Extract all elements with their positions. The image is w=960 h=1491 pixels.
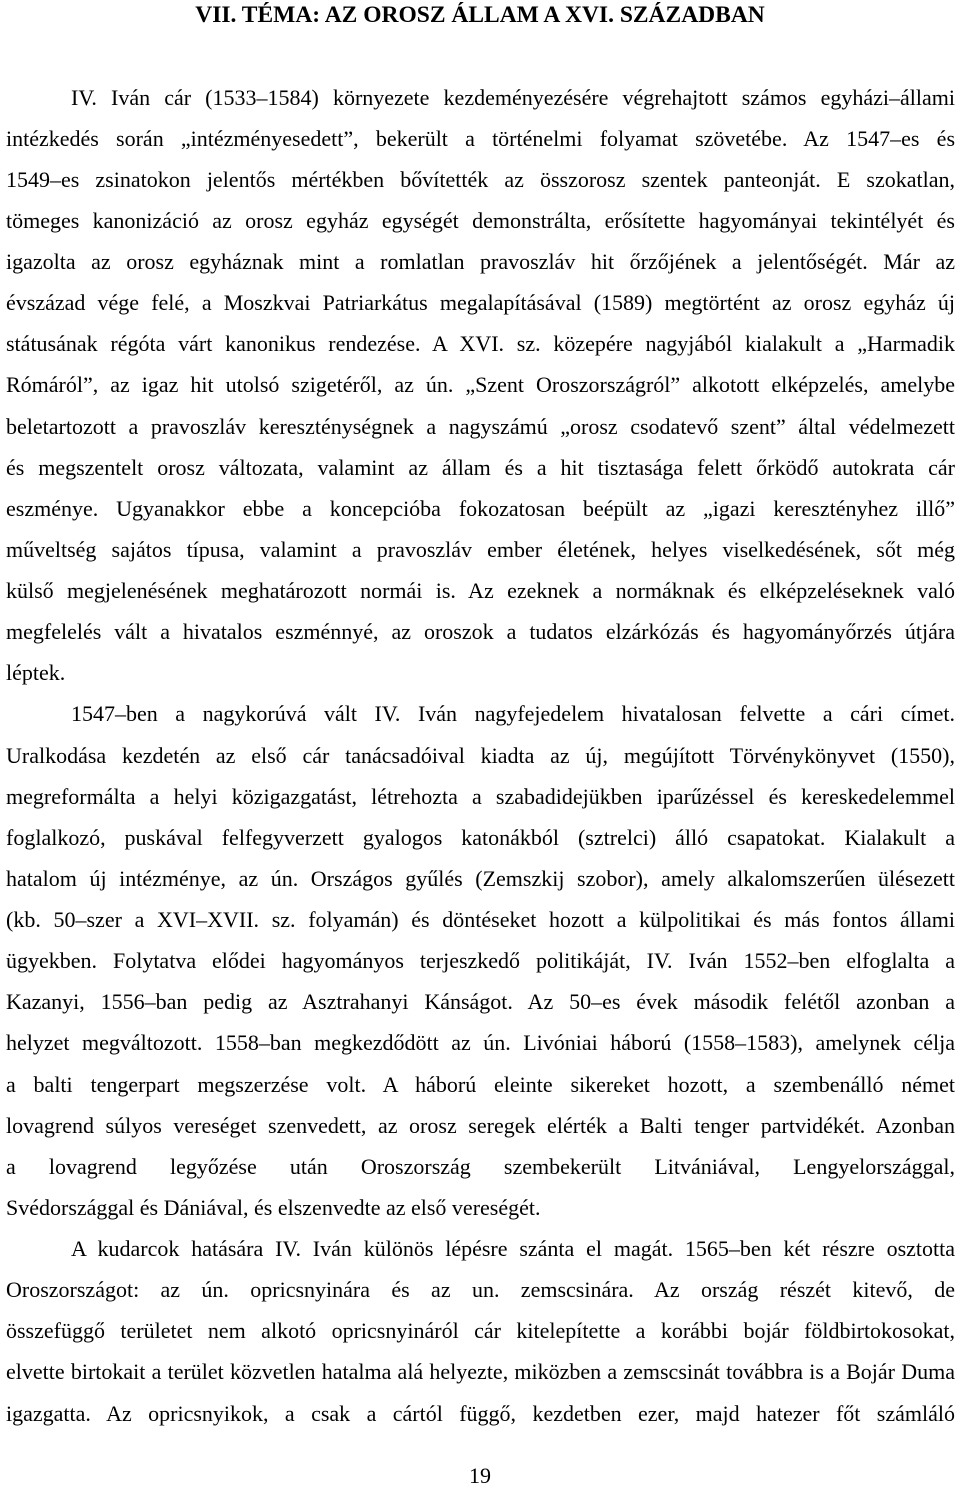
text-line: státusának régóta várt kanonikus rendezése. A XVI. sz. közepére nagyjából kialakult a „Harmadik — [6, 331, 955, 357]
text-line: 1547–ben a nagykorúvá vált IV. Iván nagyfejedelem hivatalosan felvette a cári címet. — [71, 701, 955, 727]
text-line: foglalkozó, puskával felfegyverzett gyalogos katonákból (sztrelci) álló csapatokat. Kialakult a — [6, 824, 955, 850]
text-line: eszménye. Ugyanakkor ebbe a koncepcióba fokozatosan beépült az „igazi keresztényhez illő” — [6, 495, 955, 521]
text-line: tömeges kanonizáció az orosz egyház egységét demonstrálta, erősítette hagyományai tekintélyét és — [6, 207, 955, 233]
body-text — [6, 77, 955, 1434]
text-line: hatalom új intézménye, az ún. Országos gyűlés (Zemszkij szobor), amely alkalomszerűen ülésezett — [6, 865, 955, 891]
text-line: A kudarcok hatására IV. Iván különös lépésre szánta el magát. 1565–ben két részre osztotta — [71, 1236, 955, 1261]
text-line: léptek. — [6, 660, 66, 686]
page-title: VII. TÉMA: AZ OROSZ ÁLLAM A XVI. SZÁZADBAN — [195, 2, 765, 28]
text-line: a lovagrend legyőzése után Oroszország szembekerült Litvániával, Lengyelországgal, — [6, 1153, 955, 1179]
paragraph-3 — [6, 1228, 955, 1434]
text-line: beletartozott a pravoszláv kereszténységnek a nagyszámú „orosz csodatevő szent” által védelmezett — [6, 413, 955, 439]
text-line: IV. Iván cár (1533–1584) környezete kezdeményezésére végrehajtott számos egyházi–állami — [71, 84, 955, 110]
text-line: intézkedés során „intézményesedett”, bekerült a történelmi folyamat szövetébe. Az 1547–es és — [6, 125, 955, 151]
text-line: évszázad vége felé, a Moszkvai Patriarkátus megalapításával (1589) megtörtént az orosz egyház új — [6, 290, 955, 316]
text-line: elvette birtokait a terület közvetlen hatalma alá helyezte, miközben a zemscsinát továbbra is a Bojár Duma — [6, 1359, 955, 1385]
text-line: igazgatta. Az opricsnyikok, a csak a cártól függő, kezdetben ezer, majd hatezer főt számláló — [6, 1400, 955, 1426]
text-line: megfelelés vált a hivatalos eszménnyé, az oroszok a tudatos elzárkózás és hagyományőrzés útjára — [6, 619, 955, 645]
paragraph-1 — [6, 77, 955, 694]
text-line: megreformálta a helyi közigazgatást, létrehozta a szabadidejükben iparűzéssel és kereskedelemmel — [6, 783, 955, 809]
text-line: igazolta az orosz egyháznak mint a romlatlan pravoszláv hit őrzőjének a jelentőségét. Már az — [6, 249, 955, 274]
text-line: Oroszországot: az ún. opricsnyinára és az un. zemscsinára. Az ország részét kitevő, de — [6, 1277, 955, 1303]
text-line: és megszentelt orosz változata, valamint az állam és a hit tisztasága felett őrködő autokrata cár — [6, 454, 955, 480]
text-line: (kb. 50–szer a XVI–XVII. sz. folyamán) és döntéseket hozott a külpolitikai és más fontos állami — [6, 907, 955, 932]
text-line: a balti tengerpart megszerzése volt. A háború eleinte sikereket hozott, a szembenálló német — [6, 1071, 955, 1097]
text-line: Rómáról”, az igaz hit utolsó szigetéről, az ún. „Szent Oroszországról” alkotott elképzelés, amelybe — [6, 372, 955, 398]
text-line: Svédországgal és Dániával, és elszenvedte az első vereségét. — [6, 1194, 541, 1220]
text-line: külső megjelenésének meghatározott normái is. Az ezeknek a normáknak és elképzeléseknek való — [6, 578, 955, 603]
text-line: összefüggő területet nem alkotó opricsnyináról cár kitelepítette a korábbi bojár földbirtokosokat, — [6, 1318, 955, 1344]
text-line: Kazanyi, 1556–ban pedig az Asztrahanyi Kánságot. Az 50–es évek második felétől azonban a — [6, 989, 955, 1015]
paragraph-2 — [6, 693, 955, 1228]
text-line: Uralkodása kezdetén az első cár tanácsadóival kiadta az új, megújított Törvénykönyvet (1550), — [6, 742, 955, 768]
text-line: lovagrend súlyos vereséget szenvedett, az orosz seregek elérték a Balti tenger partvidékét. Azonban — [6, 1112, 955, 1138]
text-line: helyzet megváltozott. 1558–ban megkezdődött az ún. Livóniai háború (1558–1583), amelynek célja — [6, 1030, 955, 1056]
text-line: ügyekben. Folytatva elődei hagyományos terjeszkedő politikáját, IV. Iván 1552–ben elfoglalta a — [6, 948, 955, 974]
text-line: 1549–es zsinatokon jelentős mértékben bővítették az összorosz szentek panteonját. E szokatlan, — [6, 166, 955, 192]
page-number: 19 — [469, 1463, 491, 1488]
text-line: műveltség sajátos típusa, valamint a pravoszláv ember életének, helyes viselkedésének, sőt még — [6, 536, 955, 562]
